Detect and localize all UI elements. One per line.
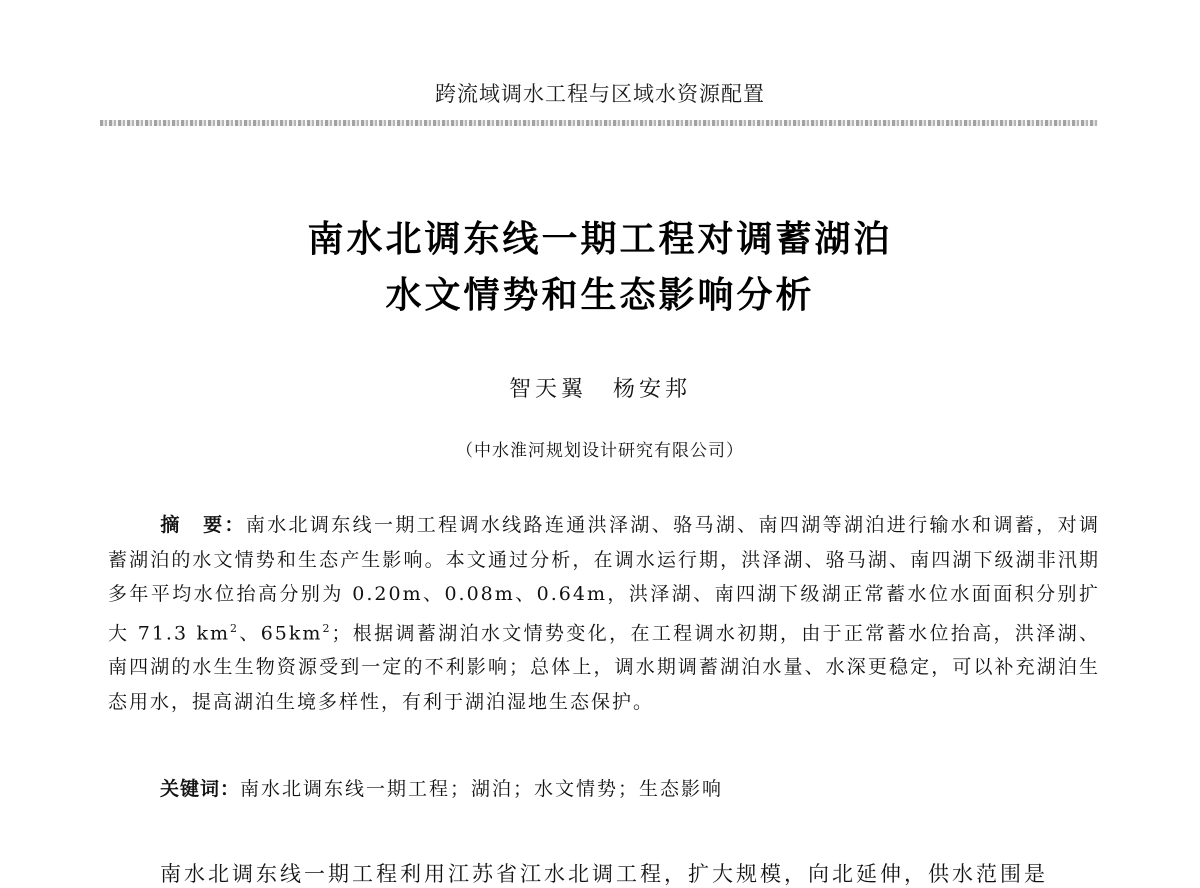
keywords <box>160 774 1100 801</box>
keywords-text: 南水北调东线一期工程；湖泊；水文情势；生态影响 <box>240 778 724 800</box>
header-rule <box>100 120 1098 126</box>
keywords-label: 关键词： <box>160 778 241 800</box>
body-text-first-line: 南水北调东线一期工程利用江苏省江水北调工程，扩大规模，向北延伸，供水范围是 <box>160 862 1048 886</box>
title-line-2: 水文情势和生态影响分析 <box>385 275 815 316</box>
abstract-text-1: 南水北调东线一期工程调水线路连通洪泽湖、骆马湖、南四湖等湖泊进行输水和调蓄，对调蓄湖泊的水文情势和生态产生影响。本文通过分析，在调水运行期，洪泽湖、骆马湖、南四湖下级湖非汛期多年平均水位抬高分别为 0.20m、0.08m、0.64m，洪泽湖、南四湖下级湖正常蓄水位水面面积分别扩大 71.3 km <box>108 514 1100 644</box>
abstract-text-3: ；根据调蓄湖泊水文情势变化，在工程调水初期，由于正常蓄水位抬高，洪泽湖、南四湖的水生生物资源受到一定的不利影响；总体上，调水期调蓄湖泊水量、水深更稳定，可以补充湖泊生态用水，提高湖泊生境多样性，有利于湖泊湿地生态保护。 <box>108 621 1100 713</box>
abstract-label: 摘 要： <box>160 514 246 536</box>
abstract-text-2: 、65km <box>239 621 323 644</box>
abstract <box>108 508 1100 719</box>
paper-title <box>0 212 1200 324</box>
affiliation: （中水淮河规划设计研究有限公司） <box>456 441 744 461</box>
authors: 智天翼 杨安邦 <box>508 377 691 402</box>
running-head: 跨流域调水工程与区域水资源配置 <box>435 82 765 106</box>
abstract-sup-2: 2 <box>322 621 332 635</box>
abstract-sup-1: 2 <box>230 621 239 635</box>
title-line-1: 南水北调东线一期工程对调蓄湖泊 <box>307 219 893 260</box>
